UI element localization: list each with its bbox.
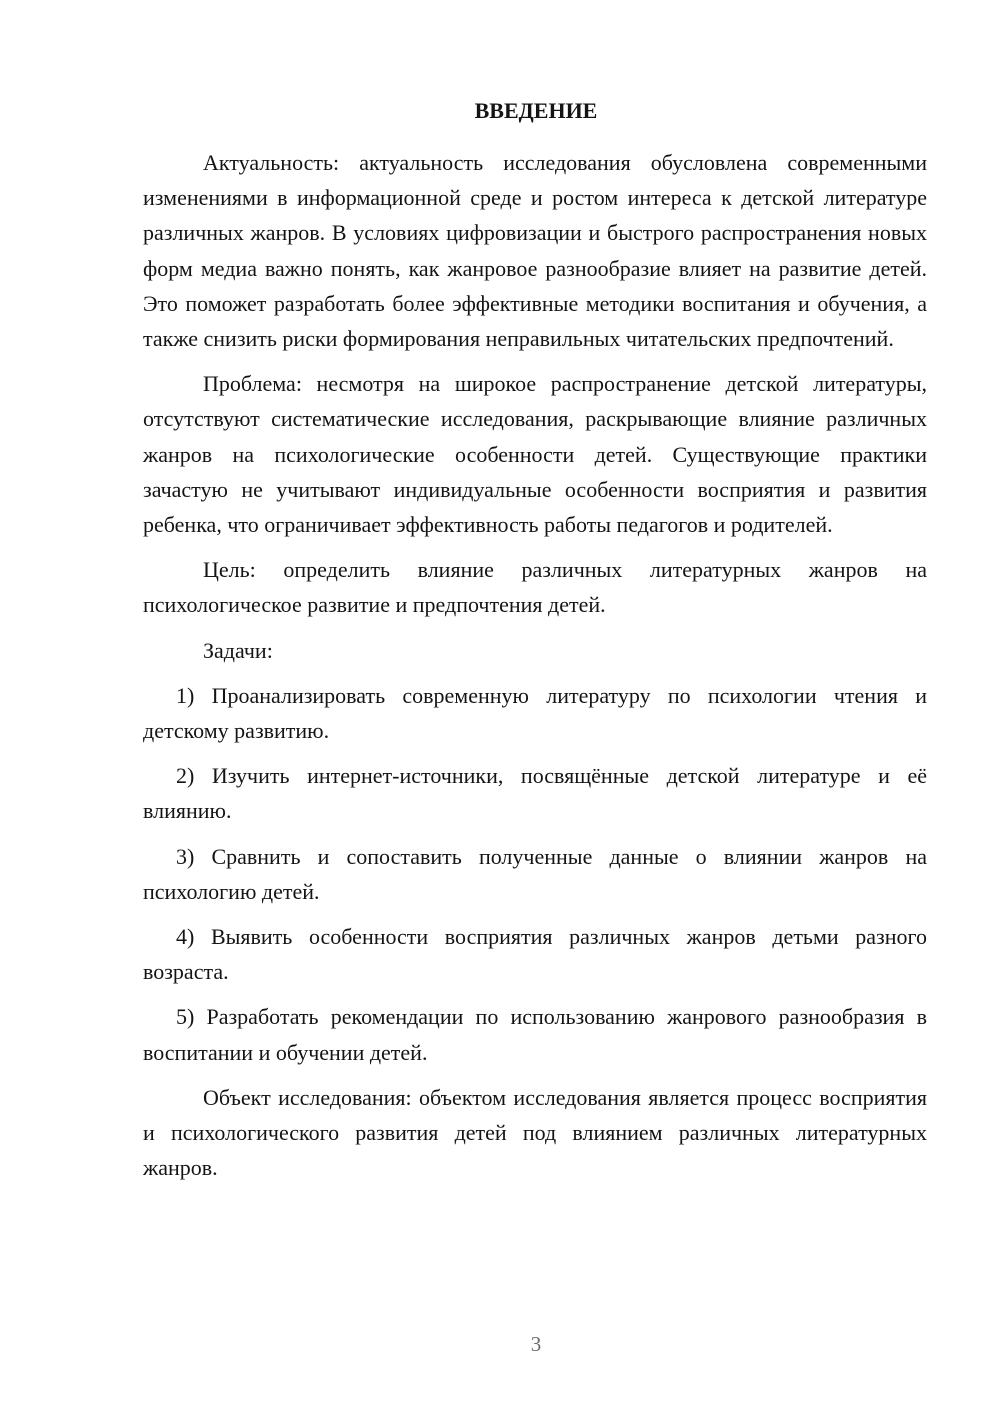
- page-content: [143, 96, 927, 1185]
- page-number: 3: [530, 1332, 542, 1356]
- goal-paragraph: Цель: определить влияние различных литературных жанров на психологическое развитие и предпочтения детей.: [143, 557, 927, 618]
- task-item-2: 2) Изучить интернет-источники, посвящённые детской литературе и её влиянию.: [143, 763, 927, 824]
- problem-paragraph: Проблема: несмотря на широкое распространение детской литературы, отсутствуют систематические исследования, раскрывающие влияние различных жанров на психологические особенности детей. Существующие практики зачастую не учитывают индивидуальные особенности восприятия и развития ребенка, что ограничивает эффективность работы педагогов и родителей.: [143, 371, 927, 538]
- relevance-paragraph: Актуальность: актуальность исследования обусловлена современными изменениями в информационной среде и ростом интереса к детской литературе различных жанров. В условиях цифровизации и быстрого распространения новых форм медиа важно понять, как жанровое разнообразие влияет на развитие детей. Это поможет разработать более эффективные методики воспитания и обучения, а также снизить риски формирования неправильных читательских предпочтений.: [143, 150, 927, 352]
- section-heading: ВВЕДЕНИЕ: [474, 98, 598, 123]
- task-item-4: 4) Выявить особенности восприятия различных жанров детьми разного возраста.: [143, 924, 927, 985]
- task-item-3: 3) Сравнить и сопоставить полученные данные о влиянии жанров на психологию детей.: [143, 843, 927, 904]
- task-item-1: 1) Проанализировать современную литературу по психологии чтения и детскому развитию.: [143, 682, 927, 744]
- tasks-label: Задачи:: [203, 637, 273, 663]
- task-item-5: 5) Разработать рекомендации по использованию жанрового разнообразия в воспитании и обучении детей.: [143, 1004, 927, 1065]
- object-paragraph: Объект исследования: объектом исследования является процесс восприятия и психологического развития детей под влиянием различных литературных жанров.: [143, 1084, 927, 1181]
